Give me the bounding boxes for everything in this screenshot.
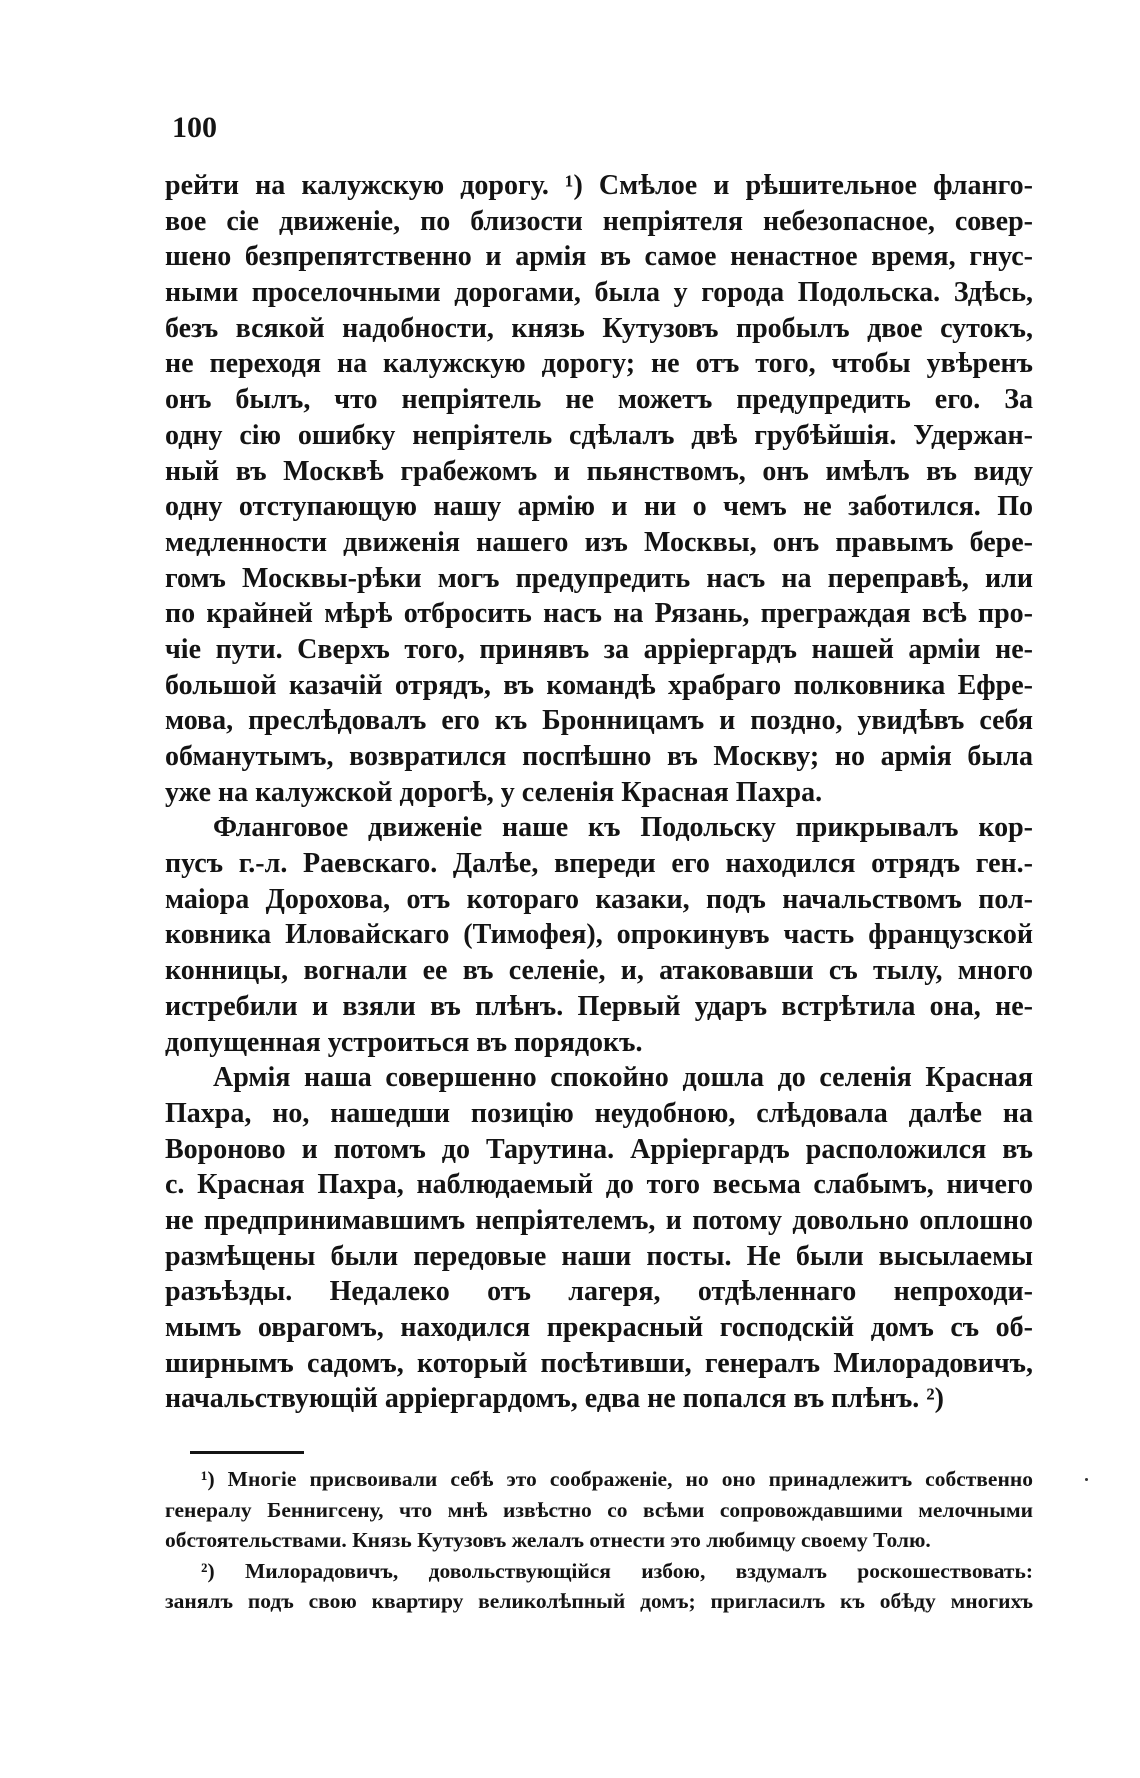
footnote-1-line: обстоятельствами. Князь Кутузовъ желалъ отнести это любимцу своему Толю. (165, 1528, 931, 1552)
print-speck (1085, 1478, 1088, 1481)
text-line: большой казачій отрядъ, въ командѣ храбраго полковника Ефре- (165, 669, 1033, 701)
paragraph-end-line: допущенная устроиться въ порядокъ. (165, 1026, 643, 1058)
text-line: безъ всякой надобности, князь Кутузовъ пробылъ двое сутокъ, (165, 312, 1033, 344)
paragraph-start-line: Фланговое движеніе наше къ Подольску прикрывалъ кор- (213, 812, 1033, 844)
footnote-separator (190, 1451, 304, 1454)
text-line: маіора Дорохова, отъ котораго казаки, подъ начальствомъ пол- (165, 883, 1033, 915)
text-line: чіе пути. Сверхъ того, принявъ за арріергардъ нашей арміи не- (165, 633, 1033, 665)
text-line: конницы, вогнали ее въ селеніе, и, атаковавши съ тылу, много (165, 955, 1033, 987)
footnote-1-line: ¹) Многіе присвоивали себѣ это соображеніе, но оно принадлежитъ собственно (201, 1467, 1033, 1491)
paragraph-end-line: начальствующій арріергардомъ, едва не попался въ плѣнъ. ²) (165, 1383, 944, 1415)
text-line: пусъ г.-л. Раевскаго. Далѣе, впереди его находился отрядъ ген.- (165, 848, 1033, 880)
text-line: одну отступающую нашу армію и ни о чемъ не заботился. По (165, 491, 1033, 523)
main-text (165, 168, 1033, 1417)
text-line: гомъ Москвы-рѣки могъ предупредить насъ на переправѣ, или (165, 562, 1033, 594)
text-line: истребили и взяли въ плѣнъ. Первый ударъ встрѣтила она, не- (165, 990, 1033, 1022)
text-line: одну сію ошибку непріятель сдѣлалъ двѣ грубѣйшія. Удержан- (165, 419, 1033, 451)
text-line: Пахра, но, нашедши позицію неудобною, слѣдовала далѣе на (165, 1097, 1033, 1129)
text-line: с. Красная Пахра, наблюдаемый до того весьма слабымъ, ничего (165, 1169, 1033, 1201)
text-line: онъ былъ, что непріятель не можетъ предупредить его. За (165, 384, 1033, 416)
text-line: шено безпрепятственно и армія въ самое ненастное время, гнус- (165, 241, 1033, 273)
footnote-1-line: генералу Беннигсену, что мнѣ извѣстно со всѣми сопровождавшими мелочными (165, 1497, 1033, 1522)
text-line: ковника Иловайскаго (Тимофея), опрокинувъ часть французской (165, 919, 1033, 951)
text-line: вое сіе движеніе, по близости непріятеля небезопасное, совер- (165, 205, 1033, 237)
footnote-2-line: занялъ подъ свою квартиру великолѣпный домъ; пригласилъ къ обѣду многихъ (165, 1589, 1033, 1613)
text-line: размѣщены были передовые наши посты. Не были высылаемы (165, 1240, 1033, 1272)
text-line: разъѣзды. Недалеко отъ лагеря, отдѣленнаго непроходи- (165, 1276, 1033, 1308)
text-line: мова, преслѣдовалъ его къ Бронницамъ и поздно, увидѣвъ себя (165, 705, 1033, 737)
text-line: не переходя на калужскую дорогу; не отъ того, чтобы увѣренъ (165, 348, 1033, 380)
text-line: не предпринимавшимъ непріятелемъ, и потому довольно оплошно (165, 1204, 1033, 1236)
paragraph-start-line: Армія наша совершенно спокойно дошла до селенія Красная (213, 1062, 1033, 1094)
text-line: ными проселочными дорогами, была у города Подольска. Здѣсь, (165, 277, 1033, 309)
footnote-2-line: ²) Милорадовичъ, довольствующійся избою, вздумалъ роскошествовать: (201, 1558, 1033, 1583)
footnotes (165, 1464, 1033, 1617)
text-line: ширнымъ садомъ, который посѣтивши, генералъ Милорадовичъ, (165, 1347, 1033, 1379)
text-line: по крайней мѣрѣ отбросить насъ на Рязань, преграждая всѣ про- (165, 598, 1033, 630)
text-line: ный въ Москвѣ грабежомъ и пьянствомъ, онъ имѣлъ въ виду (165, 455, 1033, 487)
text-line: обманутымъ, возвратился поспѣшно въ Москву; но армія была (165, 741, 1033, 772)
text-line: Вороново и потомъ до Тарутина. Арріергардъ расположился въ (165, 1133, 1033, 1165)
page-number: 100 (172, 111, 217, 144)
text-line: медленности движенія нашего изъ Москвы, онъ правымъ бере- (165, 526, 1033, 558)
paragraph-end-line: уже на калужской дорогѣ, у селенія Красная Пахра. (165, 776, 823, 808)
text-line: мымъ оврагомъ, находился прекрасный господскій домъ съ об- (165, 1312, 1033, 1343)
text-line: рейти на калужскую дорогу. ¹) Смѣлое и рѣшительное фланго- (165, 170, 1033, 201)
